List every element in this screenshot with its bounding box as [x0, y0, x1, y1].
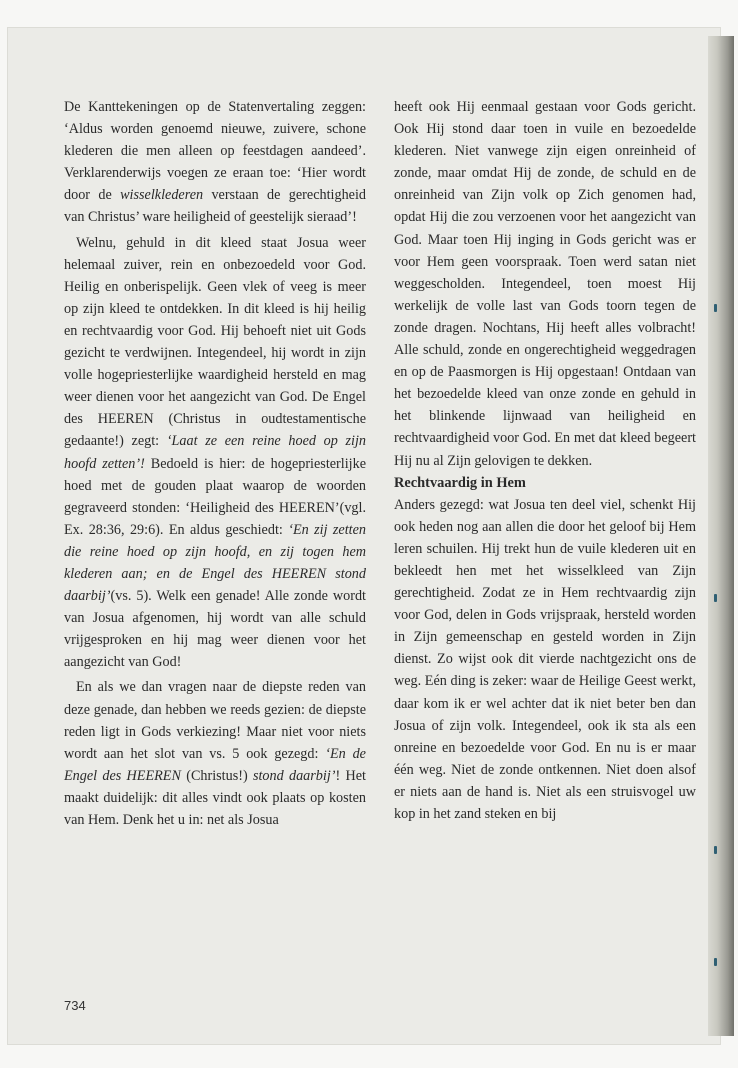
paragraph: [64, 96, 366, 229]
text-run: heeft ook Hij eenmaal gestaan voor Gods gericht. Ook Hij stond daar toen in vuile en bezoedelde klederen. Niet vanwege zijn eigen onreinheid of zonde, maar omdat Hij de zonde, de schuld en de onreinheid van Zijn volk op Zich genomen had, opdat Hij die zou verzoenen voor het aangezicht van God. Maar toen Hij inging in Gods gericht was er voor Hem geen voorspraak. Toen werd satan niet weggescholden. Integendeel, toen moest Hij werkelijk de volle last van Gods toorn tegen de zonde dragen. Nochtans, Hij heeft alles volbracht! Alle schuld, zonde en ongerechtigheid weggedragen en op de Paasmorgen is Hij opgestaan! Ontdaan van het bezoedelde kleed van onze zonde en gehuld in het blinkende lijnwaad van heiligheid en rechtvaardigheid voor God. En met dat kleed begeert Hij nu al Zijn gelovigen te dekken.: [394, 99, 696, 469]
italic-text: wisselklederen: [120, 187, 204, 204]
text-run: En als we dan vragen naar de diepste reden van deze genade, dan hebben we reeds gezien: de diepste reden ligt in Gods verkiezing! Maar niet voor niets wordt aan het slot van vs. 5 ook gezegd:: [64, 679, 366, 762]
text-run: Bedoeld is hier: de hogepriesterlijke hoed met de gouden plaat waarop de woorden gegraveerd stonden: ‘Heiligheid des HEEREN’(vgl. Ex. 28:36, 29:6). En aldus geschiedt:: [64, 455, 366, 538]
text-run: Welnu, gehuld in dit kleed staat Josua weer helemaal zuiver, rein en onbezoedeld voor God. Heilig en onberispelijk. Geen vlek of veeg is meer op zijn kleed te ontdekken. In dit kleed is hij heilig en rechtvaardig voor God. Hij behoeft niet uit Gods gezicht te verdwijnen. Integendeel, hij wordt in zijn volle hogepriesterlijke waardigheid hersteld en mag weer dienen voor het aangezicht van God. De Engel des HEEREN (Christus in oudtestamentische gedaante!) zegt:: [64, 234, 366, 450]
edge-marker: [714, 958, 717, 966]
paragraph: [394, 96, 696, 472]
edge-marker: [714, 846, 717, 854]
text-run: (Christus!): [180, 767, 253, 784]
edge-marker: [714, 594, 717, 602]
page-number: 734: [64, 998, 86, 1013]
text-run: verstaan de gerechtigheid van Christus’ ware heiligheid of geestelijk sieraad’!: [64, 187, 366, 226]
page-edge: [708, 36, 734, 1036]
text-run: Anders gezegd: wat Josua ten deel viel, schenkt Hij ook heden nog aan allen die door het geloof bij Hem leren schuilen. Hij trekt hun de vuile klederen uit en bekleedt hen met het wisselkleed van Zijn gerechtigheid. Zodat ze in Hem rechtvaardig zijn voor God, delen in Gods vrijspraak, hersteld worden in Zijn gemeenschap en gesteld worden in Zijn dienst. Zo wijst ook dit vierde nachtgezicht ons de weg. Eén ding is zeker: waar de Heilige Geest werkt, daar kom ik er wel achter dat ik niet beter ben dan Josua of zijn volk. Integendeel, ook ik sta als een onreine en bezoedelde voor God. En nu is er maar één weg. Niet de zonde ontkennen. Niet doen alsof er niets aan de hand is. Niet als een struisvogel uw kop in het zand steken en bij: [394, 496, 696, 822]
paragraph: [64, 676, 366, 831]
right-text-column: [394, 96, 696, 825]
left-text-column: [64, 96, 366, 831]
italic-text: stond daarbij’: [252, 767, 336, 784]
section-heading: Rechtvaardig in Hem: [394, 474, 526, 491]
italic-text: ‘En de Engel des HEEREN: [64, 745, 366, 784]
text-run: (vs. 5). Welk een genade! Alle zonde wordt van Josua afgenomen, hij wordt van alle schuld vrijgesproken en hij mag weer dienen voor het aangezicht van God!: [64, 588, 366, 671]
text-run: De Kanttekeningen op de Statenvertaling zeggen: ‘Aldus worden genoemd nieuwe, zuivere, schone klederen die men alleen op feestdagen aandeed’. Verklarenderwijs voegen ze eraan toe: ‘Hier wordt door de: [64, 99, 366, 204]
italic-text: ‘En zij zetten die reine hoed op zijn hoofd, en zij togen hem klederen aan; en de Engel des HEEREN stond daarbij’: [64, 521, 366, 605]
paragraph: [394, 494, 696, 825]
italic-text: ‘Laat ze een reine hoed op zijn hoofd zetten’!: [64, 433, 367, 472]
text-run: ! Het maakt duidelijk: dit alles vindt ook plaats op kosten van Hem. Denk het u in: net als Josua: [64, 767, 366, 828]
edge-marker: [714, 304, 717, 312]
paragraph: [64, 232, 366, 674]
